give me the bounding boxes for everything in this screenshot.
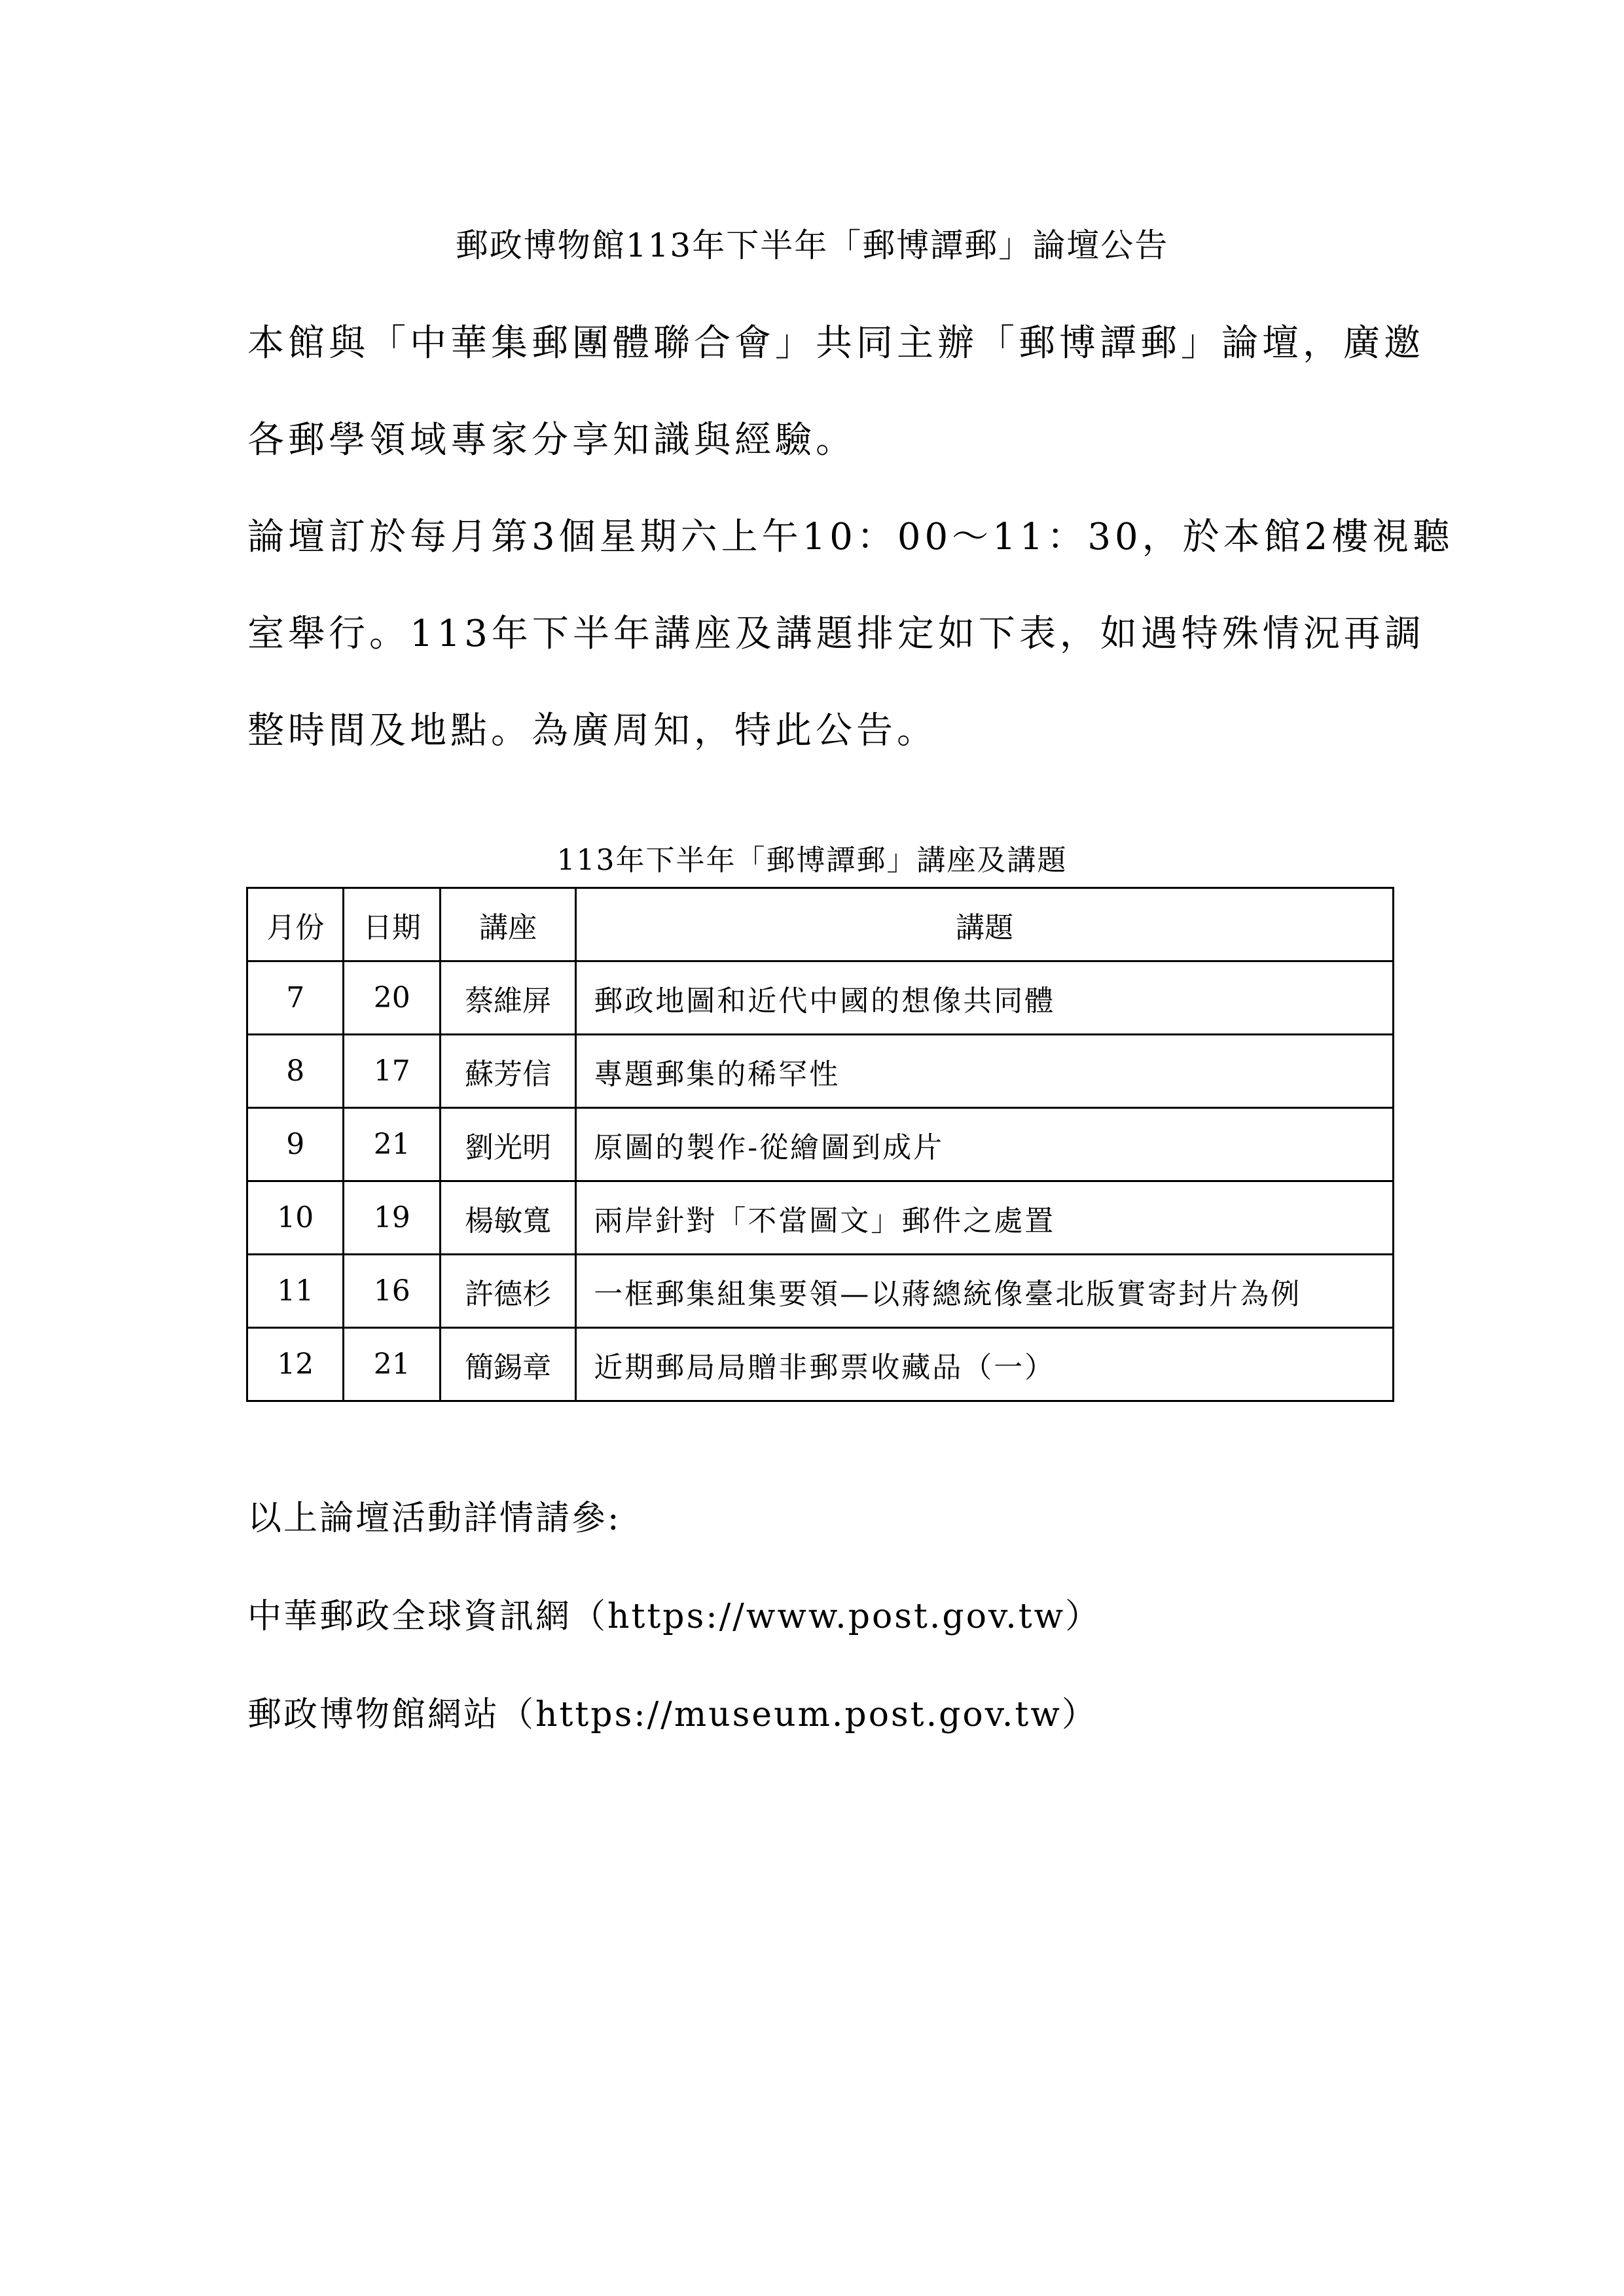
table-row [247,1108,1394,1181]
table-row [247,1035,1394,1108]
cell-month: 12 [247,1328,344,1401]
cell-date: 19 [344,1181,440,1255]
table-header-row [247,888,1394,961]
cell-speaker: 許德杉 [440,1255,575,1328]
cell-month: 9 [247,1108,344,1181]
cell-topic: 兩岸針對「不當圖文」郵件之處置 [576,1181,1394,1255]
table-row [247,961,1394,1035]
header-date: 日期 [344,888,440,961]
reference-link-post[interactable]: 中華郵政全球資訊網（https://www.post.gov.tw） [247,1597,1102,1636]
detail-line-2: 室舉行。113年下半年講座及講題排定如下表，如遇特殊情況再調 [247,613,1425,655]
cell-month: 11 [247,1255,344,1328]
cell-date: 17 [344,1035,440,1108]
cell-date: 20 [344,961,440,1035]
cell-topic: 專題郵集的稀罕性 [576,1035,1394,1108]
table-caption: 113年下半年「郵博譚郵」講座及講題 [556,844,1068,877]
cell-month: 10 [247,1181,344,1255]
intro-line-2: 各郵學領域專家分享知識與經驗。 [247,419,856,461]
cell-month: 7 [247,961,344,1035]
cell-topic: 一框郵集組集要領—以蔣總統像臺北版實寄封片為例 [576,1255,1394,1328]
cell-speaker: 蔡維屏 [440,961,575,1035]
table-row [247,1181,1394,1255]
cell-speaker: 楊敏寬 [440,1181,575,1255]
cell-speaker: 劉光明 [440,1108,575,1181]
references-heading: 以上論壇活動詳情請參: [247,1499,621,1538]
schedule-table [246,887,1394,1402]
intro-line-1: 本館與「中華集郵團體聯合會」共同主辦「郵博譚郵」論壇，廣邀 [247,322,1424,365]
detail-line-1: 論壇訂於每月第3個星期六上午10：00～11：30，於本館2樓視聽 [247,516,1454,558]
header-topic: 講題 [576,888,1394,961]
cell-date: 21 [344,1328,440,1401]
table-row [247,1328,1394,1401]
detail-line-3: 整時間及地點。為廣周知，特此公告。 [247,709,937,752]
cell-topic: 近期郵局局贈非郵票收藏品（一） [576,1328,1394,1401]
cell-topic: 郵政地圖和近代中國的想像共同體 [576,961,1394,1035]
cell-topic: 原圖的製作-從繪圖到成片 [576,1108,1394,1181]
header-month: 月份 [247,888,344,961]
cell-speaker: 蘇芳信 [440,1035,575,1108]
page-title: 郵政博物館113年下半年「郵博譚郵」論壇公告 [455,226,1169,264]
cell-date: 21 [344,1108,440,1181]
cell-date: 16 [344,1255,440,1328]
header-speaker: 講座 [440,888,575,961]
reference-link-museum[interactable]: 郵政博物館網站（https://museum.post.gov.tw） [247,1695,1098,1734]
cell-speaker: 簡錫章 [440,1328,575,1401]
cell-month: 8 [247,1035,344,1108]
table-row [247,1255,1394,1328]
